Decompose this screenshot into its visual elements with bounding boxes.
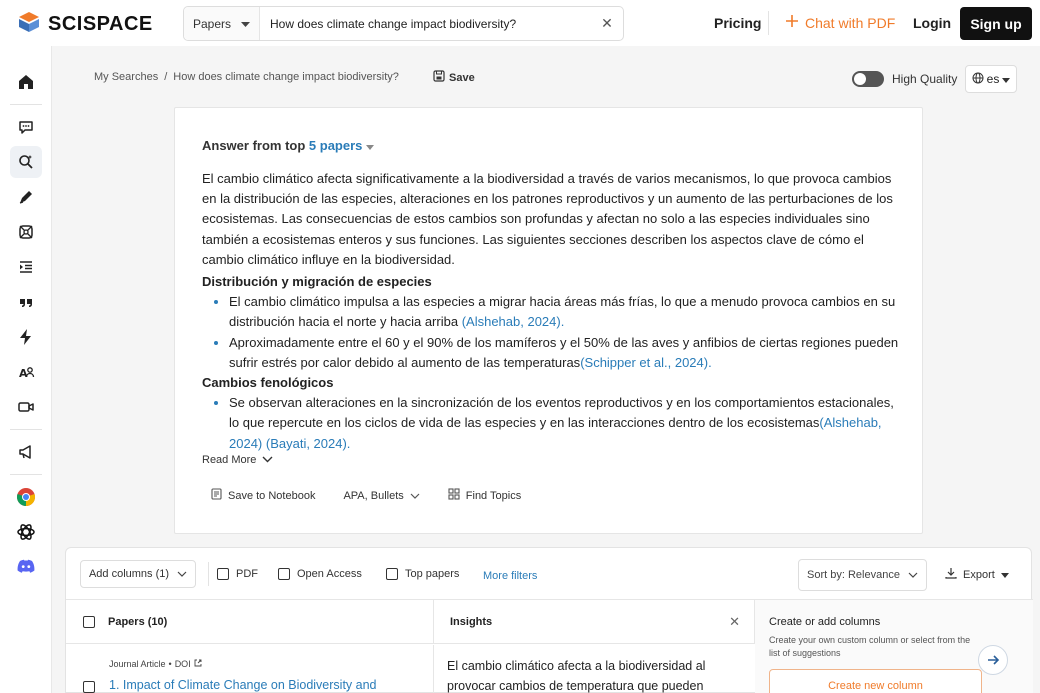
citation-format-select[interactable]: [343, 488, 419, 503]
insight-cell: El cambio climático afecta a la biodiversidad al provocar cambios de temperatura que pueden: [447, 659, 706, 693]
papers-column-header: [66, 600, 434, 644]
section-title: Distribución y migración de especies: [202, 274, 432, 290]
chevron-down-icon: [177, 568, 187, 580]
save-icon: [433, 70, 445, 85]
filter-pdf[interactable]: [217, 568, 258, 580]
filter-open-access-label: Open Access: [297, 568, 362, 580]
sort-select[interactable]: [798, 559, 927, 591]
insights-column-header: [434, 600, 755, 644]
plus-icon: [785, 14, 799, 31]
ai-humanizer-icon[interactable]: [10, 356, 42, 388]
discord-icon[interactable]: [10, 551, 42, 583]
row-checkbox[interactable]: [83, 681, 95, 693]
filter-bar: [66, 548, 1033, 600]
chrome-extension-icon[interactable]: [10, 481, 42, 513]
external-link-icon[interactable]: [194, 659, 202, 669]
add-columns-button[interactable]: [80, 560, 196, 588]
top-bar: [0, 0, 1040, 46]
extract-data-icon[interactable]: [10, 216, 42, 248]
filter-pdf-label: PDF: [236, 568, 258, 580]
bullet-text: El cambio climático impulsa a las especies a migrar hacia áreas más frías, lo que a menudo provoca cambios en su distribución hacia el norte y hacia arriba: [229, 294, 896, 330]
papers-header-label: Papers (10): [108, 615, 168, 628]
clear-search-icon[interactable]: ✕: [601, 15, 613, 31]
svg-text:A: A: [19, 367, 28, 380]
nav-chat-pdf-link[interactable]: [785, 14, 895, 31]
save-to-notebook-button[interactable]: [211, 488, 315, 503]
read-more-button[interactable]: [202, 454, 273, 466]
sidebar-divider: [10, 474, 42, 475]
citation-format-label: APA, Bullets: [343, 489, 404, 502]
export-label: Export: [963, 568, 995, 581]
sidebar: [0, 46, 52, 693]
list-item: [202, 393, 902, 454]
caret-down-icon: [1002, 72, 1010, 86]
filter-top-papers[interactable]: [386, 568, 459, 580]
sort-label: Sort by: Relevance: [807, 569, 900, 581]
high-quality-label: High Quality: [892, 72, 958, 86]
nav-pricing-link[interactable]: Pricing: [714, 15, 762, 31]
chat-pdf-label: Chat with PDF: [805, 14, 896, 31]
citation-link[interactable]: (Alshehab, 2024).: [461, 314, 565, 330]
meta-separator: •: [168, 659, 172, 669]
citation-generator-icon[interactable]: [10, 286, 42, 318]
create-columns-desc: Create your own custom column or select from the list of suggestions: [769, 635, 971, 658]
signup-button[interactable]: Sign up: [960, 7, 1032, 40]
nav-divider: [768, 11, 769, 35]
create-columns-title: Create or add columns: [769, 616, 881, 628]
citation-link[interactable]: (Bayati, 2024).: [265, 435, 351, 451]
export-button[interactable]: [945, 567, 1009, 582]
logo[interactable]: [18, 11, 153, 38]
sidebar-divider: [10, 429, 42, 430]
top-papers-checkbox[interactable]: [386, 568, 398, 580]
paper-title-link[interactable]: 1. Impact of Climate Change on Biodiversity and: [109, 678, 377, 692]
answer-actions: [211, 488, 521, 503]
section-bullets: [202, 393, 902, 454]
save-label: Save: [449, 71, 475, 84]
filter-divider: [208, 562, 209, 586]
answer-heading-prefix: Answer from top: [202, 138, 306, 153]
high-quality-toggle[interactable]: [852, 71, 884, 87]
list-item: [202, 292, 902, 332]
scispace-logo-icon: [18, 11, 40, 38]
filter-open-access[interactable]: [278, 568, 362, 580]
ai-detector-icon[interactable]: [10, 321, 42, 353]
find-topics-label: Find Topics: [465, 489, 522, 502]
answer-body: [202, 169, 902, 454]
chevron-down-icon: [410, 490, 420, 502]
find-topics-button[interactable]: [448, 488, 521, 503]
megaphone-icon[interactable]: [10, 436, 42, 468]
search-type-label: Papers: [192, 16, 232, 31]
citation-link[interactable]: (Alshehab, 2024): [229, 415, 882, 451]
citation-link[interactable]: (Schipper et al., 2024).: [580, 354, 712, 370]
video-icon[interactable]: [10, 391, 42, 423]
pdf-checkbox[interactable]: [217, 568, 229, 580]
paper-type: Journal Article: [109, 659, 166, 669]
open-access-checkbox[interactable]: [278, 568, 290, 580]
topics-icon: [448, 488, 460, 503]
chat-icon[interactable]: [10, 111, 42, 143]
close-column-icon[interactable]: ✕: [729, 613, 740, 629]
more-filters-link[interactable]: More filters: [483, 570, 538, 582]
globe-icon: [972, 72, 984, 87]
create-columns-panel: [755, 600, 1033, 693]
logo-text: SCISPACE: [48, 13, 153, 35]
table-row: [66, 645, 434, 693]
home-icon[interactable]: [10, 66, 42, 98]
breadcrumb-root-link[interactable]: My Searches: [94, 71, 159, 83]
nav-login-link[interactable]: Login: [913, 15, 952, 31]
breadcrumb-current: How does climate change impact biodiversity?: [173, 71, 399, 83]
answer-intro: El cambio climático afecta significativamente a la biodiversidad a través de varios mecanismos, lo que provoca cambios en la distribución de las especies, alteraciones en los patrones reproductivos y un aumento de las perturbaciones de los ecosistemas. Las consecuencias de estos cambios son profundas y afectan no solo a las especies individuales sino también a ecosistemas enteros y sus funciones. Las siguientes secciones describen los aspectos clave de cómo el cambio climático influye en la biodiversidad.: [202, 171, 893, 267]
search-bar: [183, 6, 624, 41]
create-new-column-button[interactable]: Create new column: [769, 669, 982, 693]
language-select[interactable]: [965, 65, 1017, 93]
search-type-select[interactable]: [184, 7, 260, 40]
chatgpt-icon[interactable]: [10, 516, 42, 548]
paraphraser-icon[interactable]: [10, 251, 42, 283]
caret-down-icon: [366, 138, 374, 153]
results-panel: [65, 547, 1032, 693]
ai-writer-icon[interactable]: [10, 181, 42, 213]
select-all-checkbox[interactable]: [83, 616, 95, 628]
download-icon: [945, 567, 957, 582]
save-search-button[interactable]: [433, 70, 475, 85]
doi-link[interactable]: DOI: [174, 659, 191, 669]
breadcrumb-separator: /: [164, 71, 168, 83]
chevron-down-icon: [262, 454, 273, 466]
search-input[interactable]: [260, 17, 591, 31]
arrow-right-icon[interactable]: [978, 645, 1008, 675]
read-more-label: Read More: [202, 454, 257, 466]
chevron-down-icon: [908, 569, 918, 581]
notebook-icon: [211, 488, 222, 503]
paper-meta: [109, 659, 202, 669]
answer-heading: [202, 138, 374, 153]
answer-papers-dropdown[interactable]: [309, 138, 374, 153]
bullet-text: Aproximadamente entre el 60 y el 90% de los mamíferos y el 50% de las aves y anfibios de ciertas regiones pueden sufrir estrés por calor debido al aumento de las temperaturas: [229, 334, 899, 370]
papers-count-label: 5 papers: [308, 138, 363, 153]
section-title: Cambios fenológicos: [202, 375, 334, 391]
literature-search-icon[interactable]: [10, 146, 42, 178]
insights-header-label: Insights: [450, 615, 493, 628]
section-bullets: [202, 292, 902, 373]
caret-down-icon: [1001, 569, 1009, 581]
sidebar-divider: [10, 104, 42, 105]
list-item: [202, 333, 902, 373]
high-quality-toggle-group: [852, 71, 957, 87]
filter-top-papers-label: Top papers: [405, 568, 460, 580]
answer-card: [174, 107, 923, 534]
save-to-notebook-label: Save to Notebook: [228, 489, 316, 502]
add-columns-label: Add columns (1): [88, 568, 170, 580]
breadcrumb: [94, 71, 399, 83]
caret-down-icon: [241, 17, 250, 31]
bullet-text: Se observan alteraciones en la sincronización de los eventos reproductivos y en los comportamientos estacionales, lo que repercute en los ciclos de vida de las especies y en las interacciones dentro de los ecosistemas: [229, 395, 894, 431]
language-value: es: [986, 72, 1000, 86]
